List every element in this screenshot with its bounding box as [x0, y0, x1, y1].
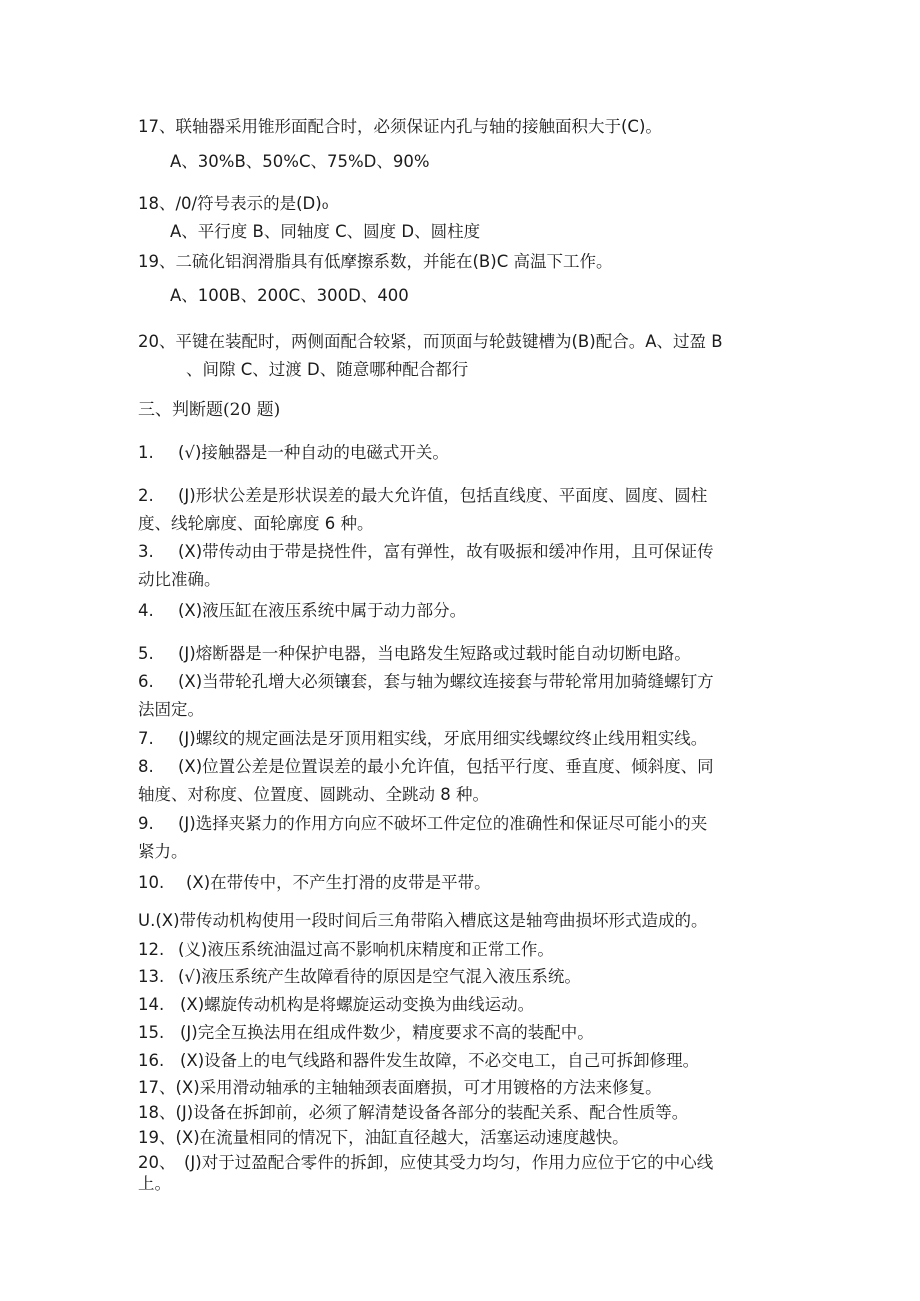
item-text: (X)当带轮孔增大必须镶套，套与轴为螺纹连接套与带轮常用加骑缝螺钉方	[178, 672, 714, 691]
judgment-item	[138, 1153, 713, 1173]
question-18-stem: 18、/0/符号表示的是(D)₀	[138, 194, 329, 213]
item-number: 15.	[138, 1023, 165, 1042]
judgment-item	[138, 601, 466, 621]
section-title: 三、判断题(20 题)	[138, 400, 281, 420]
judgment-item	[138, 443, 449, 463]
item-text: (√)液压系统产生故障看待的原因是空气混入液压系统。	[178, 967, 581, 986]
item-text: (J)对于过盈配合零件的拆卸，应使其受力均匀，作用力应位于它的中心线	[184, 1153, 714, 1172]
item-number: 16.	[138, 1051, 165, 1070]
judgment-item-continuation: 紧力。	[138, 842, 188, 861]
item-text: (J)形状公差是形状误差的最大允许值，包括直线度、平面度、圆度、圆柱	[178, 486, 708, 505]
item-number: 8.	[138, 757, 154, 776]
item-text: (X)设备上的电气线路和器件发生故障，不必交电工，自己可拆卸修理。	[180, 1051, 700, 1070]
item-number: 7.	[138, 729, 154, 748]
question-19-options: A、100B、200C、300D、400	[170, 286, 409, 305]
item-number: 12.	[138, 940, 165, 959]
item-number: 14.	[138, 995, 165, 1014]
judgment-item	[138, 729, 707, 749]
judgment-item	[138, 644, 691, 664]
judgment-item-continuation: 动比准确。	[138, 570, 221, 589]
item-text: (√)接触器是一种自动的电磁式开关。	[178, 443, 449, 462]
judgment-item-continuation: 上。	[138, 1174, 171, 1193]
judgment-item	[138, 911, 708, 931]
judgment-item-continuation: 度、线轮廓度、面轮廓度 6 种。	[138, 514, 374, 533]
judgment-item	[138, 486, 707, 506]
judgment-item	[138, 1103, 688, 1123]
judgment-item	[138, 1128, 629, 1148]
judgment-item	[138, 1078, 662, 1098]
item-number: 20、	[138, 1153, 176, 1172]
judgment-item-continuation: 轴度、对称度、位置度、圆跳动、全跳动 8 种。	[138, 785, 489, 804]
item-text: (X)在带传中，不产生打滑的皮带是平带。	[186, 873, 491, 892]
item-number: 10.	[138, 873, 165, 892]
item-text: (X)螺旋传动机构是将螺旋运动变换为曲线运动。	[180, 995, 535, 1014]
item-number: 6.	[138, 672, 154, 691]
item-number: 1.	[138, 443, 154, 462]
item-text: (X)带传动由于带是挠性件，富有弹性，故有吸振和缓冲作用，且可保证传	[178, 542, 714, 561]
judgment-item	[138, 995, 534, 1015]
judgment-item	[138, 542, 714, 562]
judgment-item	[138, 940, 554, 960]
item-number: 4.	[138, 601, 154, 620]
item-number: 13.	[138, 967, 165, 986]
item-text: (J)选择夹紧力的作用方向应不破坏工件定位的准确性和保证尽可能小的夹	[178, 814, 708, 833]
judgment-item	[138, 873, 491, 893]
judgment-item	[138, 672, 714, 692]
item-text: 19、(X)在流量相同的情况下，油缸直径越大，活塞运动速度越快。	[138, 1128, 629, 1147]
judgment-item	[138, 1023, 594, 1043]
item-text: (J)完全互换法用在组成件数少，精度要求不高的装配中。	[180, 1023, 594, 1042]
item-number: 3.	[138, 542, 154, 561]
question-17-stem: 17、联轴器采用锥形面配合时，必须保证内孔与轴的接触面积大于(C)。	[138, 117, 662, 136]
judgment-item	[138, 967, 581, 987]
question-20-stem-line2: 、间隙 C、过渡 D、随意哪种配合都行	[186, 360, 469, 379]
item-number: 9.	[138, 814, 154, 833]
judgment-item-continuation: 法固定。	[138, 700, 204, 719]
item-text: (X)位置公差是位置误差的最小允许值，包括平行度、垂直度、倾斜度、同	[178, 757, 714, 776]
question-17-options: A、30%B、50%C、75%D、90%	[170, 152, 430, 171]
item-text: 18、(J)设备在拆卸前，必须了解清楚设备各部分的装配关系、配合性质等。	[138, 1103, 689, 1122]
judgment-item	[138, 1051, 699, 1071]
item-text: U.(X)带传动机构使用一段时间后三角带陷入槽底这是轴弯曲损坏形式造成的。	[138, 911, 708, 930]
item-text: (X)液压缸在液压系统中属于动力部分。	[178, 601, 467, 620]
item-text: (J)熔断器是一种保护电器，当电路发生短路或过载时能自动切断电路。	[178, 644, 691, 663]
question-20-stem-line1: 20、平键在装配时，两侧面配合较紧，而顶面与轮鼓键槽为(B)配合。A、过盈 B	[138, 332, 723, 351]
item-text: (义)液压系统油温过高不影响机床精度和正常工作。	[178, 940, 554, 959]
item-number: 2.	[138, 486, 154, 505]
item-number: 5.	[138, 644, 154, 663]
judgment-item	[138, 757, 714, 777]
question-18-options: A、平行度 B、同轴度 C、圆度 D、圆柱度	[170, 222, 481, 241]
question-19-stem: 19、二硫化铝润滑脂具有低摩擦系数，并能在(B)C 高温下工作。	[138, 252, 613, 271]
item-text: 17、(X)采用滑动轴承的主轴轴颈表面磨损，可才用镀格的方法来修复。	[138, 1078, 662, 1097]
judgment-item	[138, 814, 707, 834]
item-text: (J)螺纹的规定画法是牙顶用粗实线，牙底用细实线螺纹终止线用粗实线。	[178, 729, 708, 748]
